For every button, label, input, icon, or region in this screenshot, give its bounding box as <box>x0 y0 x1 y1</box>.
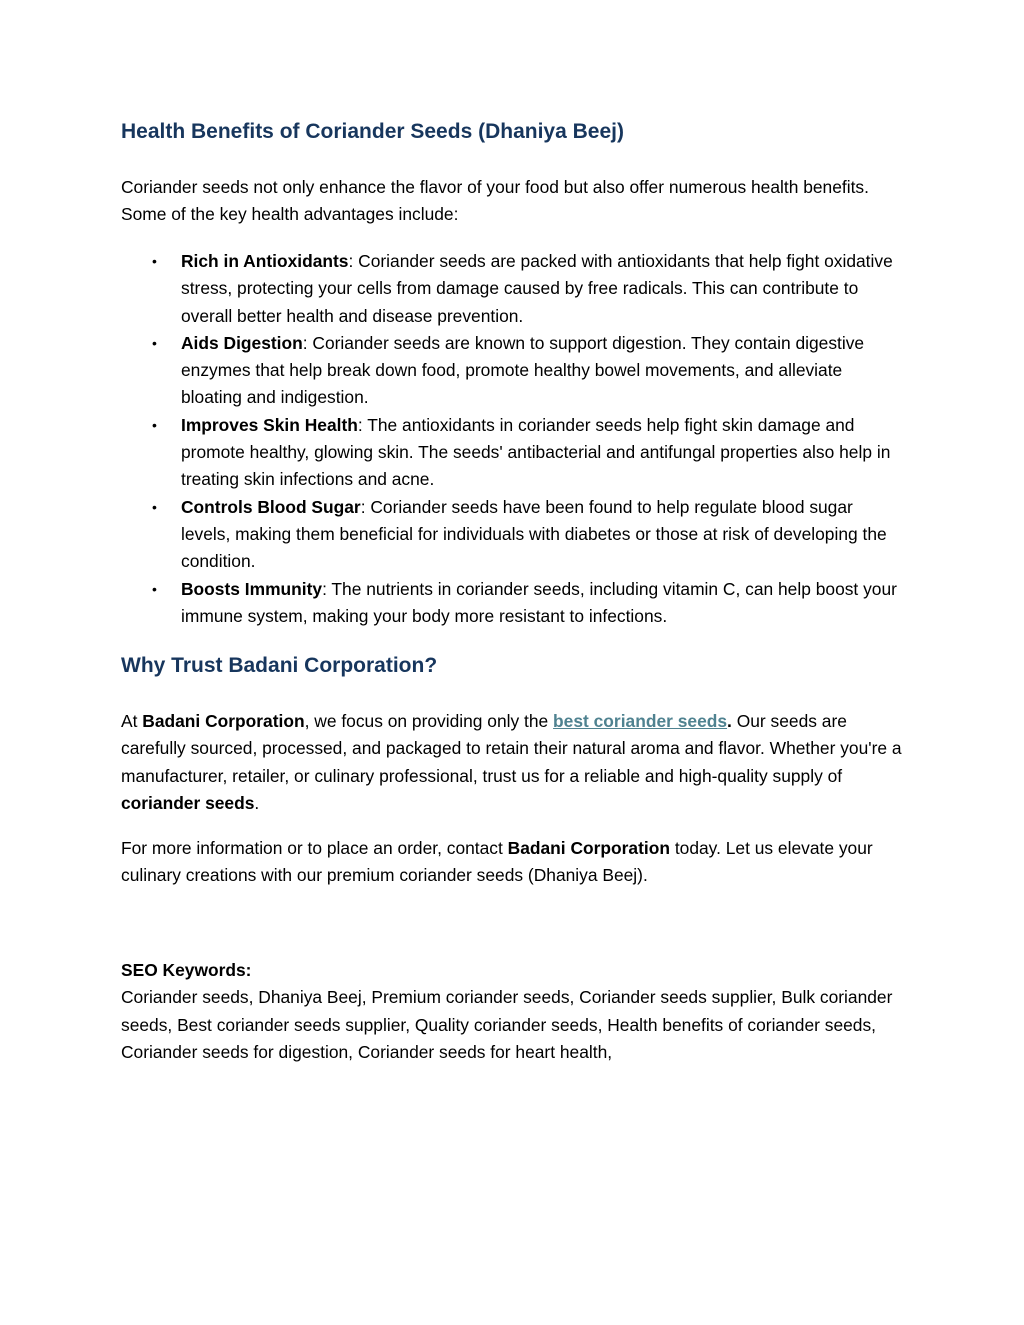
heading-why-trust: Why Trust Badani Corporation? <box>121 654 438 677</box>
contact-text: today. Let us elevate your culinary creations with our premium coriander seeds (Dhaniya Beej). <box>121 838 873 886</box>
company-name: Badani Corporation <box>507 838 670 858</box>
list-item <box>121 576 906 631</box>
list-item <box>121 248 906 330</box>
product-name: coriander seeds <box>121 792 255 813</box>
bullet-icon: • <box>152 253 157 269</box>
bullet-icon: • <box>152 580 157 597</box>
benefit-text: : The nutrients in coriander seeds, including vitamin C, can help boost your immune system, making your body more resistant to infections. <box>181 578 897 626</box>
benefit-title: Rich in Antioxidants <box>181 251 349 271</box>
trust-text: . <box>254 792 260 813</box>
seo-keywords-section <box>121 957 911 1066</box>
benefit-text: : Coriander seeds have been found to help regulate blood sugar levels, making them beneficial for individuals with diabetes or those at risk of developing the condition. <box>181 496 887 572</box>
benefit-text: : Coriander seeds are known to support digestion. They contain digestive enzymes that help break down food, promote healthy bowel movements, and alleviate bloating and indigestion. <box>181 332 865 408</box>
trust-paragraph <box>121 708 911 817</box>
intro-paragraph: Coriander seeds not only enhance the flavor of your food but also offer numerous health benefits. Some of the key health advantages include: <box>121 177 869 225</box>
list-item <box>121 330 906 412</box>
heading-health-benefits: Health Benefits of Coriander Seeds (Dhaniya Beej) <box>121 120 624 143</box>
bullet-icon: • <box>152 498 157 515</box>
benefit-text: : The antioxidants in coriander seeds help fight skin damage and promote healthy, glowing skin. The seeds' antibacterial and antifungal properties also help in treating skin infections and acne. <box>181 414 891 490</box>
seo-keywords-text: Coriander seeds, Dhaniya Beej, Premium coriander seeds, Coriander seeds supplier, Bulk coriander seeds, Best coriander seeds supplier, Quality coriander seeds, Health benefits of coriander seeds, Coriander seeds for digestion, Coriander seeds for heart health, <box>121 987 893 1062</box>
bullet-icon: • <box>152 334 157 351</box>
contact-text: For more information or to place an order, contact <box>121 838 508 858</box>
list-item <box>121 494 906 576</box>
trust-text: At <box>121 711 143 731</box>
trust-text: Our seeds are carefully sourced, processed, and packaged to retain their natural aroma and flavor. Whether you're a manufacturer, retailer, or culinary professional, trust us for a reliable and high-quality supply of <box>121 711 902 786</box>
benefit-title: Aids Digestion <box>181 332 303 353</box>
company-name: Badani Corporation <box>142 711 305 731</box>
bullet-icon: • <box>152 416 157 433</box>
benefit-title: Improves Skin Health <box>181 414 358 435</box>
trust-text: , we focus on providing only the <box>304 711 554 731</box>
trust-period: . <box>727 711 732 731</box>
list-item <box>121 412 906 494</box>
seo-keywords-label: SEO Keywords: <box>121 960 252 980</box>
contact-paragraph <box>121 835 911 890</box>
benefit-title: Controls Blood Sugar <box>181 496 361 517</box>
benefits-list <box>121 248 911 630</box>
best-coriander-seeds-link[interactable]: best coriander seeds <box>553 711 728 731</box>
benefit-title: Boosts Immunity <box>181 578 323 599</box>
benefit-text: : Coriander seeds are packed with antioxidants that help fight oxidative stress, protecting your cells from damage caused by free radicals. This can contribute to overall better health and disease prevention. <box>181 251 893 326</box>
